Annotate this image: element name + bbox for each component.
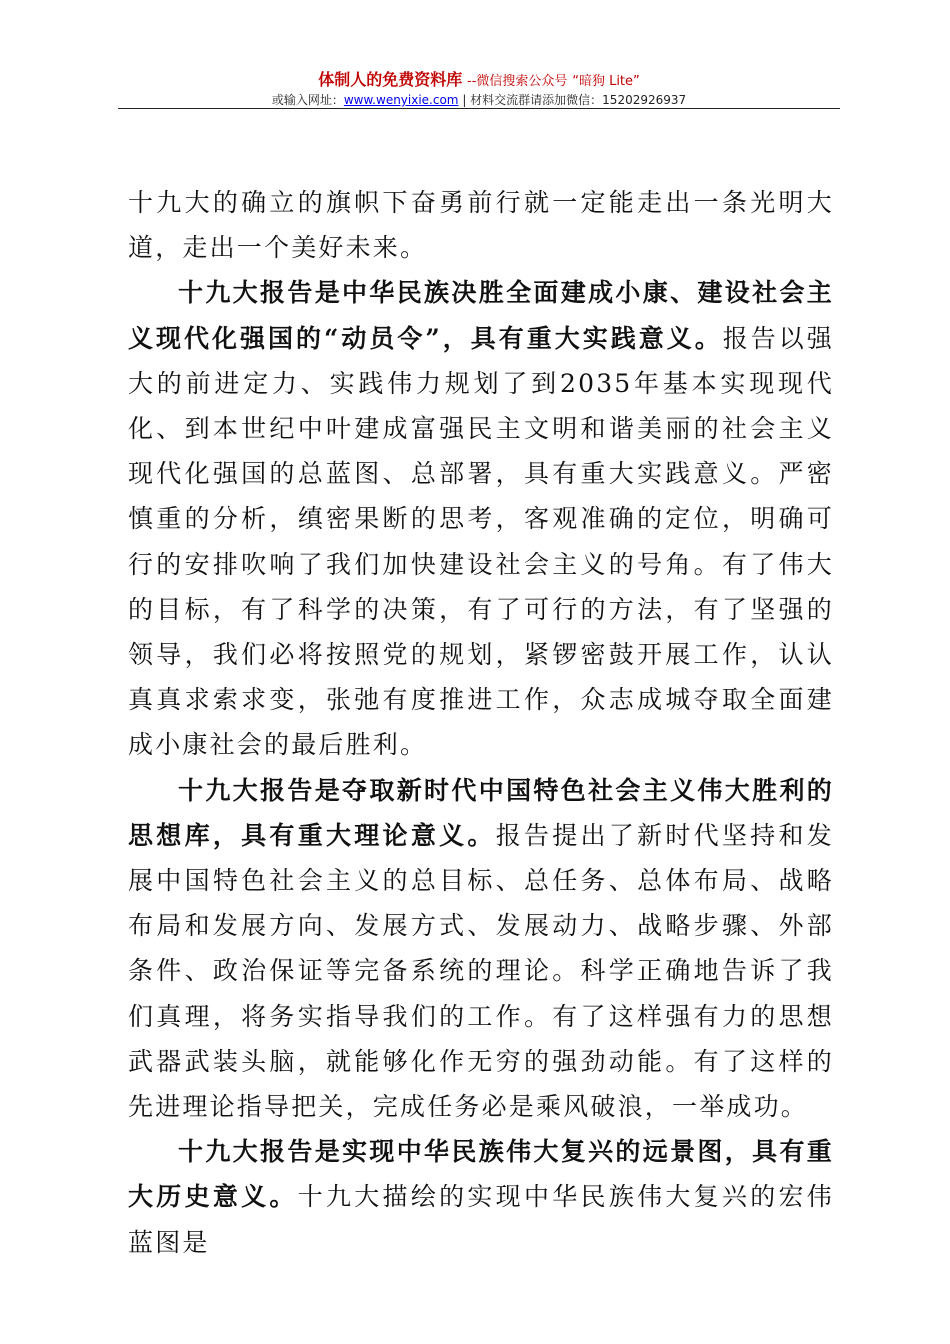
paragraph-3 — [128, 768, 834, 1130]
paragraph-1 — [128, 180, 834, 270]
paragraph-4 — [128, 1129, 834, 1265]
header-brand: 体制人的免费资料库 — [318, 70, 463, 89]
paragraph-lead: 十九大报告是实现中华民族伟大复兴的远景图，具有重大历史意义。 — [128, 1137, 834, 1212]
header-divider — [118, 108, 840, 109]
paragraph-text: 报告以强大的前进定力、实践伟力规划了到2035年基本实现现代化、到本世纪中叶建成富强民主文明和谐美丽的社会主义现代化强国的总蓝图、总部署，具有重大实践意义。严密慎重的分析，缜密果断的思考，客观准确的定位，明确可行的安排吹响了我们加快建设社会主义的号角。有了伟大的目标，有了科学的决策，有了可行的方法，有了坚强的领导，我们必将按照党的规划，紧锣密鼓开展工作，认认真真求索求变，张弛有度推进工作，众志成城夺取全面建成小康社会的最后胜利。 — [128, 323, 834, 760]
header-contact: | 材料交流群请添加微信：15202926937 — [458, 93, 687, 107]
paragraph-text: 十九大的确立的旗帜下奋勇前行就一定能走出一条光明大道，走出一个美好未来。 — [128, 188, 834, 263]
paragraph-lead: 十九大报告是中华民族决胜全面建成小康、建设社会主义现代化强国的“动员令”，具有重大实践意义。 — [128, 278, 834, 353]
header-wechat-name: “暗狗 Lite” — [572, 74, 640, 89]
header-title-line — [118, 70, 840, 92]
paragraph-2 — [128, 270, 834, 767]
header-wechat-prefix: --微信搜索公众号 — [467, 74, 568, 89]
paragraph-text: 十九大描绘的实现中华民族伟大复兴的宏伟蓝图是 — [128, 1182, 834, 1257]
page-header — [118, 70, 840, 109]
paragraph-text: 报告提出了新时代坚持和发展中国特色社会主义的总目标、总任务、总体布局、战略布局和发展方向、发展方式、发展动力、战略步骤、外部条件、政治保证等完备系统的理论。科学正确地告诉了我们真理，将务实指导我们的工作。有了这样强有力的思想武器武装头脑，就能够化作无穷的强劲动能。有了这样的先进理论指导把关，完成任务必是乘风破浪，一举成功。 — [128, 820, 834, 1122]
header-contact-line — [118, 92, 840, 109]
paragraph-lead: 十九大报告是夺取新时代中国特色社会主义伟大胜利的思想库，具有重大理论意义。 — [128, 775, 834, 850]
header-url-prefix: 或输入网址： — [271, 93, 344, 107]
header-url-link[interactable]: www.wenyixie.com — [343, 93, 459, 107]
document-body — [128, 180, 834, 1265]
